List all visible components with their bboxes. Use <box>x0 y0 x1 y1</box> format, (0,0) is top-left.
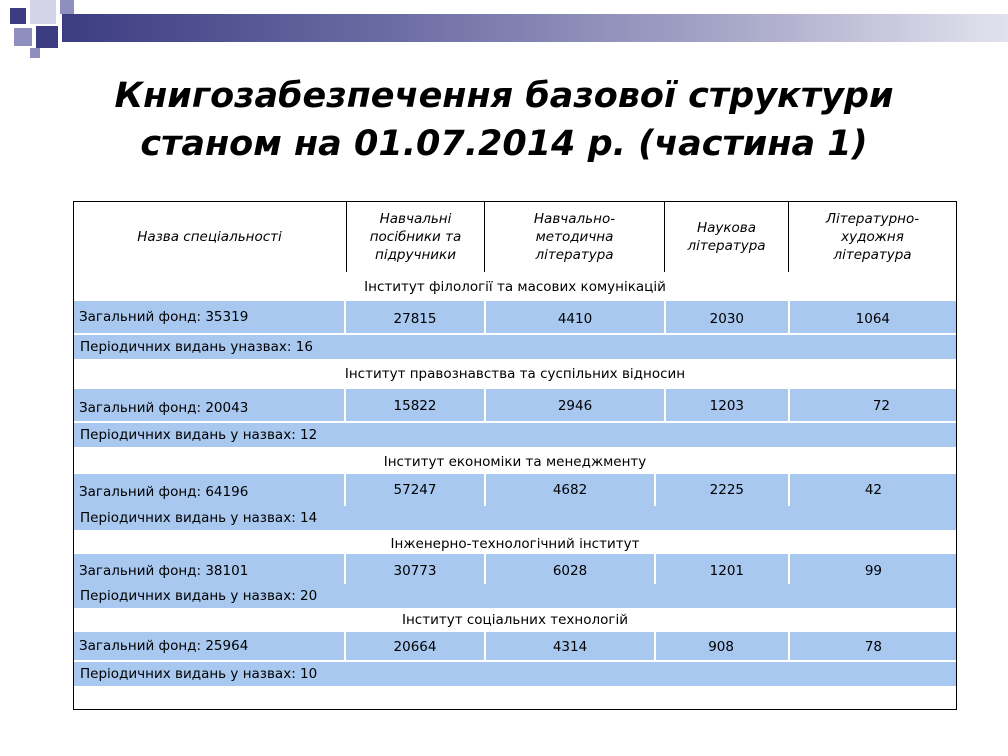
value-scientific: 1203 <box>664 389 788 421</box>
title-line-1: Книгозабезпечення базової структури <box>114 76 894 116</box>
decorative-square <box>14 28 32 46</box>
table-row <box>74 632 956 660</box>
table-row <box>74 554 956 586</box>
value-methodical: 6028 <box>484 554 654 586</box>
value-fiction: 99 <box>788 554 956 586</box>
table-row <box>74 301 956 333</box>
periodicals-count: Періодичних видань у назвах: 10 <box>80 666 318 682</box>
fund-total: Загальний фонд: 38101 <box>79 563 249 579</box>
header-methodical: Навчально-методична література <box>484 202 664 272</box>
header-scientific: Наукова література <box>664 202 788 272</box>
fund-total: Загальний фонд: 35319 <box>79 309 249 325</box>
value-textbooks: 27815 <box>344 301 484 333</box>
value-fiction: 42 <box>788 474 956 506</box>
decorative-square <box>60 0 74 14</box>
periodicals-row <box>74 662 956 686</box>
decorative-square <box>30 48 40 58</box>
value-textbooks: 15822 <box>344 389 484 421</box>
decorative-square <box>10 8 26 24</box>
book-supply-table <box>73 201 957 710</box>
periodicals-count: Періодичних видань у назвах: 20 <box>80 588 318 604</box>
value-fiction: 1064 <box>788 301 956 333</box>
institute-name: Інститут філології та масових комунікацій <box>364 279 666 295</box>
value-methodical: 2946 <box>484 389 664 421</box>
value-scientific: 2030 <box>664 301 788 333</box>
periodicals-row <box>74 584 956 608</box>
decorative-square <box>30 0 56 24</box>
header-fiction: Літературно-художня література <box>788 202 956 272</box>
header-textbooks: Навчальні посібники та підручники <box>346 202 484 272</box>
value-scientific: 908 <box>654 632 788 660</box>
value-scientific: 1201 <box>654 554 788 586</box>
table-row <box>74 389 956 421</box>
institute-name: Інститут економіки та менеджменту <box>383 454 647 470</box>
value-textbooks: 30773 <box>344 554 484 586</box>
value-methodical: 4410 <box>484 301 664 333</box>
header-specialty-name: Назва спеціальності <box>137 229 282 245</box>
value-fiction: 72 <box>788 389 956 421</box>
value-textbooks: 57247 <box>344 474 484 506</box>
table-header <box>74 202 956 272</box>
periodicals-count: Періодичних видань у назвах: 14 <box>80 510 318 526</box>
table-row <box>74 474 956 506</box>
value-fiction: 78 <box>788 632 956 660</box>
fund-total: Загальний фонд: 25964 <box>79 638 249 654</box>
periodicals-row <box>74 506 956 530</box>
institute-name: Інститут правознавства та суспільних відносин <box>344 366 686 382</box>
institute-name: Інститут соціальних технологій <box>402 612 628 628</box>
periodicals-row <box>74 335 956 359</box>
page-title <box>0 72 1008 168</box>
decorative-square <box>36 26 58 48</box>
fund-total: Загальний фонд: 20043 <box>79 400 249 416</box>
value-scientific: 2225 <box>654 474 788 506</box>
periodicals-row <box>74 423 956 447</box>
decorative-bar <box>62 14 1008 42</box>
periodicals-count: Періодичних видань у назвах: 12 <box>80 427 318 443</box>
value-methodical: 4314 <box>484 632 654 660</box>
value-methodical: 4682 <box>484 474 654 506</box>
value-textbooks: 20664 <box>344 632 484 660</box>
periodicals-count: Періодичних видань уназвах: 16 <box>80 339 313 355</box>
title-line-2: станом на 01.07.2014 р. (частина 1) <box>140 124 868 164</box>
institute-name: Інженерно-технологічний інститут <box>390 536 640 552</box>
fund-total: Загальний фонд: 64196 <box>79 484 249 500</box>
